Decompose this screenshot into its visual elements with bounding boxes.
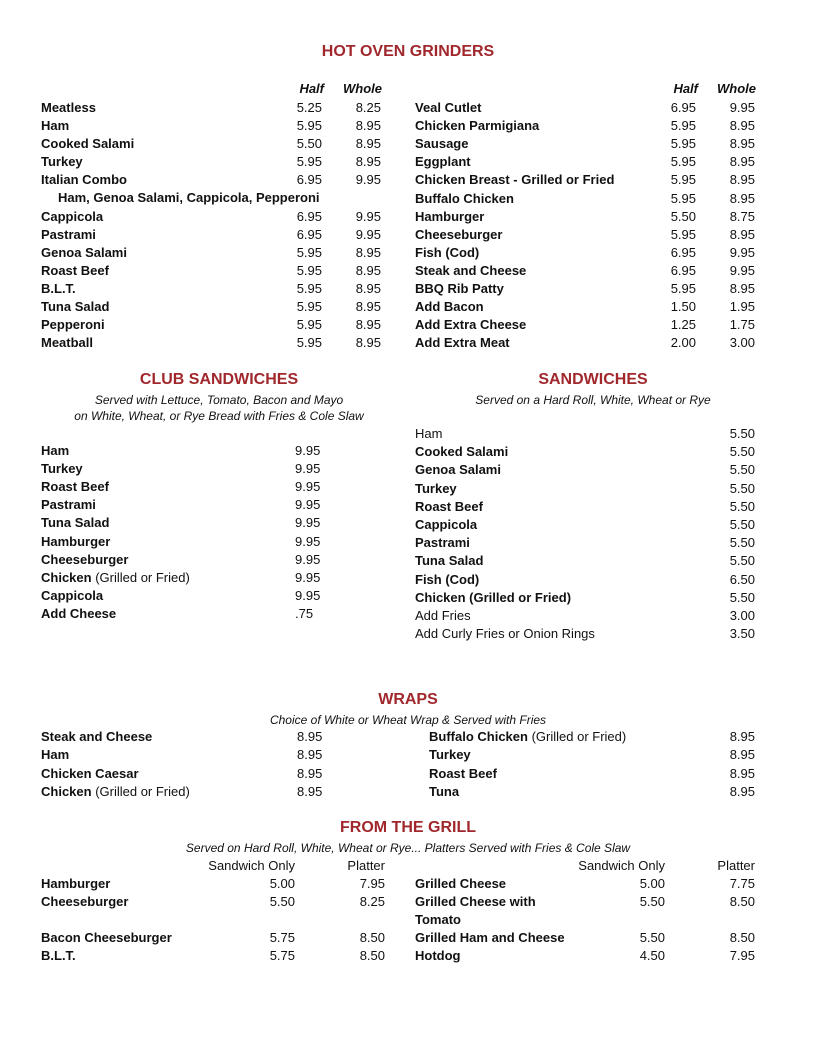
club-item-name-text: Cheeseburger <box>41 551 129 567</box>
grinder-right-whole: 8.95 <box>729 136 755 152</box>
sandwich-item-price: 5.50 <box>729 517 755 532</box>
grinder-left-name <box>41 117 69 135</box>
grinder-right-name-text: Chicken Breast - Grilled or Fried <box>415 172 615 188</box>
club-subtitle-2: on White, Wheat, or Rye Bread with Fries & Cole Slaw <box>74 409 364 423</box>
grill-right-sandwich: 5.00 <box>639 876 665 891</box>
sandwich-item-name-text: Pastrami <box>415 535 470 551</box>
grill-right-sandwich: 5.50 <box>639 894 665 909</box>
club-item-price: 9.95 <box>295 479 321 495</box>
grill-left-name-text: Cheeseburger <box>41 894 129 909</box>
wrap-left-name <box>41 728 152 746</box>
sandwich-item-price: 5.50 <box>729 589 755 605</box>
grinder-left-whole: 8.95 <box>355 136 381 151</box>
grill-left-name <box>41 893 128 911</box>
sandwich-item-name <box>415 443 508 461</box>
grinder-right-name <box>415 280 504 298</box>
grill-left-name <box>41 875 110 893</box>
grinder-right-name <box>415 316 526 334</box>
grill-right-platter: 8.50 <box>729 894 755 909</box>
grinder-right-name <box>415 226 502 244</box>
grill-header-sandwich-right: Sandwich Only <box>578 858 665 873</box>
grill-left-name-text: Bacon Cheeseburger <box>41 930 172 945</box>
club-item-name <box>41 460 83 478</box>
wrap-right-name-text: Roast Beef <box>429 765 497 781</box>
wrap-right-name <box>429 765 497 783</box>
wrap-left-price: 8.95 <box>297 729 323 744</box>
wrap-right-price: 8.95 <box>729 747 755 763</box>
grinder-right-half: 1.25 <box>670 317 696 333</box>
club-subtitle-1: Served with Lettuce, Tomato, Bacon and Mayo <box>94 393 344 407</box>
col-header-whole-right: Whole <box>717 81 756 96</box>
grill-left-sandwich: 5.75 <box>269 948 295 963</box>
sandwich-item-name <box>415 625 595 643</box>
grill-right-name-text: Grilled Cheese <box>415 876 507 891</box>
grill-left-sandwich: 5.50 <box>269 894 295 909</box>
section-title-grinders: HOT OVEN GRINDERS <box>321 43 495 60</box>
sandwich-item-name <box>415 516 477 534</box>
grinder-right-name <box>415 117 539 135</box>
sandwich-item-price: 5.50 <box>729 462 755 478</box>
grinder-left-whole: 9.95 <box>355 227 381 242</box>
grinder-right-name-text: Add Extra Cheese <box>415 317 527 333</box>
grinder-left-half: 6.95 <box>296 172 322 187</box>
sandwich-item-price: 5.50 <box>729 426 755 441</box>
sandwich-item-name-text: Chicken (Grilled or Fried) <box>415 589 572 605</box>
grinder-right-whole: 9.95 <box>729 100 755 115</box>
sandwich-item-name <box>415 589 571 607</box>
grill-left-name <box>41 929 172 947</box>
grill-right-name <box>415 947 460 965</box>
grinder-right-half: 5.50 <box>670 208 696 224</box>
grinder-left-half: 6.95 <box>296 209 322 224</box>
italian-combo-note: Ham, Genoa Salami, Cappicola, Pepperoni <box>58 190 320 205</box>
sandwich-item-name-text: Add Fries <box>415 608 471 623</box>
grinder-left-whole: 8.95 <box>355 154 381 169</box>
club-item-name-text: Add Cheese <box>41 605 117 621</box>
sandwich-item-name <box>415 607 471 625</box>
col-header-whole: Whole <box>343 81 382 96</box>
grinder-left-whole: 8.95 <box>355 263 381 278</box>
grill-left-name <box>41 947 76 965</box>
wrap-left-name-text: Chicken Caesar <box>41 765 139 781</box>
section-title-wraps: WRAPS <box>378 691 438 708</box>
club-item-name-text: Cappicola <box>41 587 104 603</box>
sandwich-item-name <box>415 425 442 443</box>
club-item-name-text: Pastrami <box>41 497 96 513</box>
grinder-left-name-text: Ham <box>41 118 70 133</box>
grill-header-platter-right: Platter <box>717 858 755 873</box>
grill-left-name-text: Hamburger <box>41 876 111 891</box>
club-item-price: 9.95 <box>295 587 321 603</box>
grill-left-platter: 8.25 <box>359 894 385 909</box>
sandwich-item-name <box>415 552 483 570</box>
grill-right-sandwich: 4.50 <box>639 948 665 963</box>
grinder-right-name <box>415 298 484 316</box>
grinder-left-half: 6.95 <box>296 227 322 242</box>
grinder-right-whole: 1.75 <box>729 317 755 333</box>
club-item-price: 9.95 <box>295 551 321 567</box>
club-item-name-text: Tuna Salad <box>41 515 110 531</box>
grinder-left-name-text: Pepperoni <box>41 317 105 332</box>
club-item-name-text: Ham <box>41 443 70 458</box>
grill-left-sandwich: 5.00 <box>269 876 295 891</box>
wrap-left-name-note: (Grilled or Fried) <box>91 783 190 799</box>
club-item-name-note: (Grilled or Fried) <box>91 569 190 585</box>
grinder-left-half: 5.95 <box>296 281 322 296</box>
wrap-left-name-text: Steak and Cheese <box>41 729 153 744</box>
club-item-name <box>41 569 190 587</box>
grill-right-platter: 7.95 <box>729 948 755 963</box>
wrap-right-price: 8.95 <box>729 729 755 744</box>
grinder-left-whole: 8.25 <box>355 100 381 115</box>
grinder-right-name-text: Add Extra Meat <box>415 335 510 351</box>
sandwich-item-name-text: Genoa Salami <box>415 462 501 478</box>
wrap-left-name <box>41 746 69 764</box>
grinder-left-name <box>41 226 96 244</box>
club-item-name <box>41 533 110 551</box>
grill-header-platter-left: Platter <box>347 858 385 873</box>
grinder-left-whole: 8.95 <box>355 118 381 133</box>
club-item-name-text: Chicken <box>41 569 92 585</box>
grinder-left-half: 5.95 <box>296 245 322 260</box>
club-item-price: 9.95 <box>295 533 321 549</box>
grill-right-name-text: Grilled Cheese with <box>415 894 536 909</box>
grill-left-platter: 8.50 <box>359 930 385 945</box>
section-title-sandwiches: SANDWICHES <box>538 371 648 388</box>
grill-right-platter: 8.50 <box>729 930 755 945</box>
sandwich-item-name-text: Ham <box>415 426 443 441</box>
club-item-name <box>41 514 109 532</box>
grinder-right-whole: 9.95 <box>729 262 755 278</box>
col-header-half: Half <box>299 81 324 96</box>
grinder-left-half: 5.95 <box>296 118 322 133</box>
grill-right-name <box>415 893 536 911</box>
grinder-left-name-text: Turkey <box>41 154 83 169</box>
wrap-left-price: 8.95 <box>297 765 323 781</box>
grinder-right-whole: 1.95 <box>729 299 755 315</box>
grinder-left-name <box>41 208 103 226</box>
sandwich-item-name <box>415 461 501 479</box>
grinder-right-whole: 8.95 <box>729 281 755 296</box>
wrap-right-name-text: Turkey <box>429 747 471 763</box>
grinder-left-half: 5.95 <box>296 335 322 350</box>
grinder-left-whole: 9.95 <box>355 172 381 187</box>
grinder-left-half: 5.25 <box>296 100 322 115</box>
grinder-right-name <box>415 190 514 208</box>
grinder-left-name-text: Pastrami <box>41 227 96 242</box>
grinder-right-name-text: Cheeseburger <box>415 226 503 242</box>
sandwich-item-price: 5.50 <box>729 498 755 514</box>
sandwich-item-name-text: Turkey <box>415 480 457 496</box>
grinder-right-whole: 8.95 <box>729 118 755 134</box>
grinder-left-half: 5.95 <box>296 317 322 332</box>
grinder-left-whole: 8.95 <box>355 245 381 260</box>
grinder-left-name <box>41 334 93 352</box>
sandwich-item-name <box>415 571 479 589</box>
grinder-left-name-text: Cooked Salami <box>41 136 135 151</box>
grinder-right-whole: 8.95 <box>729 154 755 170</box>
club-item-price: 9.95 <box>295 497 321 513</box>
grinder-right-whole: 8.95 <box>729 190 755 206</box>
grinder-left-name <box>41 280 76 298</box>
club-item-price: 9.95 <box>295 569 321 585</box>
grinder-right-name-text: Sausage <box>415 136 469 152</box>
grill-left-platter: 7.95 <box>359 876 385 891</box>
club-item-name <box>41 496 96 514</box>
grinder-right-whole: 8.95 <box>729 226 755 242</box>
grinder-left-whole: 9.95 <box>355 209 381 224</box>
sandwich-item-name <box>415 498 483 516</box>
grill-right-name-text: Grilled Ham and Cheese <box>415 930 565 945</box>
section-title-grill: FROM THE GRILL <box>340 819 476 836</box>
club-item-name <box>41 551 128 569</box>
wrap-right-name-text: Buffalo Chicken <box>429 729 528 744</box>
grinder-right-name-text: Hamburger <box>415 208 485 224</box>
grinder-left-whole: 8.95 <box>355 281 381 296</box>
grill-left-platter: 8.50 <box>359 948 385 963</box>
sandwich-item-name <box>415 534 470 552</box>
grinder-left-half: 5.95 <box>296 299 322 314</box>
sandwich-item-price: 5.50 <box>729 535 755 551</box>
grinder-left-name-text: Meatless <box>41 100 96 115</box>
grinder-left-name <box>41 298 109 316</box>
sandwich-item-price: 6.50 <box>729 571 755 587</box>
grinder-left-name-text: Genoa Salami <box>41 245 127 260</box>
grill-right-sandwich: 5.50 <box>639 930 665 945</box>
grinder-right-half: 6.95 <box>670 262 696 278</box>
grinder-right-name <box>415 262 526 280</box>
club-item-name <box>41 478 109 496</box>
grinder-right-half: 6.95 <box>670 100 696 115</box>
wrap-right-name-text: Tuna <box>429 783 460 799</box>
grinder-right-half: 5.95 <box>670 226 696 242</box>
sandwich-item-name <box>415 480 457 498</box>
grinder-left-name-text: Tuna Salad <box>41 299 110 314</box>
grinder-right-name-text: Eggplant <box>415 154 471 170</box>
grinder-left-name-text: Cappicola <box>41 209 104 224</box>
grinder-left-name-text: B.L.T. <box>41 281 76 296</box>
sandwich-item-name-text: Fish (Cod) <box>415 571 480 587</box>
grinder-right-half: 5.95 <box>670 172 696 188</box>
club-item-price: .75 <box>295 605 314 621</box>
grill-header-sandwich-left: Sandwich Only <box>208 858 295 873</box>
grinder-left-half: 5.95 <box>296 154 322 169</box>
wrap-right-price: 8.95 <box>729 765 755 781</box>
grinder-left-name <box>41 153 83 171</box>
grinder-right-half: 1.50 <box>670 299 696 315</box>
grinder-left-name-text: Italian Combo <box>41 172 127 187</box>
grinder-right-name <box>415 334 510 352</box>
sandwich-item-name-text: Cappicola <box>415 517 478 532</box>
sandwich-item-name-text: Add Curly Fries or Onion Rings <box>415 626 595 642</box>
grill-left-name-text: B.L.T. <box>41 948 76 963</box>
sandwich-item-name-text: Roast Beef <box>415 498 483 514</box>
club-item-price: 9.95 <box>295 461 321 477</box>
wrap-left-name-text: Chicken <box>41 783 92 799</box>
grill-left-sandwich: 5.75 <box>269 930 295 945</box>
club-item-price: 9.95 <box>295 443 321 458</box>
wrap-left-name-text: Ham <box>41 747 70 763</box>
grinder-right-name-text: Chicken Parmigiana <box>415 118 540 134</box>
grill-right-name <box>415 929 565 947</box>
sandwich-item-price: 3.50 <box>729 626 755 642</box>
grinder-right-name-text: Steak and Cheese <box>415 262 527 278</box>
grinder-right-whole: 3.00 <box>729 335 755 351</box>
grill-right-name-text: Hotdog <box>415 948 461 963</box>
club-item-name-text: Roast Beef <box>41 479 109 495</box>
sandwiches-subtitle: Served on a Hard Roll, White, Wheat or Rye <box>475 393 711 407</box>
grinder-right-half: 5.95 <box>670 136 696 152</box>
grinder-left-whole: 8.95 <box>355 317 381 332</box>
grill-right-name <box>415 875 506 893</box>
grinder-left-name <box>41 244 127 262</box>
grinder-right-name <box>415 171 614 189</box>
grinder-left-name <box>41 171 127 189</box>
wrap-left-price: 8.95 <box>297 783 323 799</box>
club-item-name-text: Hamburger <box>41 533 111 549</box>
club-item-name <box>41 605 116 623</box>
grinder-left-name-text: Roast Beef <box>41 263 109 278</box>
grinder-left-name <box>41 316 105 334</box>
grinder-right-whole: 8.75 <box>729 208 755 224</box>
sandwich-item-price: 5.50 <box>729 480 755 496</box>
grinder-left-half: 5.50 <box>296 136 322 151</box>
grinder-left-name <box>41 99 96 117</box>
grinder-right-half: 2.00 <box>670 335 696 351</box>
club-item-name-text: Turkey <box>41 461 83 477</box>
wrap-right-name <box>429 783 459 801</box>
grill-subtitle: Served on Hard Roll, White, Wheat or Rye... Platters Served with Fries & Cole Slaw <box>185 841 631 855</box>
sandwich-item-name-text: Cooked Salami <box>415 444 509 460</box>
grinder-right-name-text: BBQ Rib Patty <box>415 281 504 296</box>
grinder-right-name-text: Fish (Cod) <box>415 244 480 260</box>
grinder-right-half: 5.95 <box>670 154 696 170</box>
grinder-right-half: 5.95 <box>670 190 696 206</box>
grinder-right-name <box>415 153 471 171</box>
sandwich-item-price: 3.00 <box>729 608 755 623</box>
wrap-right-name <box>429 746 471 764</box>
grinder-right-half: 5.95 <box>670 281 696 296</box>
section-title-club: CLUB SANDWICHES <box>139 371 299 388</box>
club-item-price: 9.95 <box>295 515 321 531</box>
grinder-right-whole: 9.95 <box>729 244 755 260</box>
sandwich-item-name-text: Tuna Salad <box>415 553 484 569</box>
grinder-right-name-text: Add Bacon <box>415 299 484 315</box>
wraps-subtitle: Choice of White or Wheat Wrap & Served with Fries <box>269 713 547 727</box>
wrap-left-name <box>41 783 190 801</box>
grinder-right-name <box>415 99 481 117</box>
wrap-right-price: 8.95 <box>729 783 755 799</box>
wrap-left-name <box>41 765 139 783</box>
grinder-left-half: 5.95 <box>296 263 322 278</box>
grinder-left-whole: 8.95 <box>355 335 381 350</box>
sandwich-item-price: 5.50 <box>729 553 755 569</box>
grinder-right-name-text: Buffalo Chicken <box>415 190 514 206</box>
grinder-right-half: 6.95 <box>670 244 696 260</box>
wrap-left-price: 8.95 <box>297 747 323 763</box>
grinder-right-name-text: Veal Cutlet <box>415 100 482 115</box>
club-item-name <box>41 587 103 605</box>
wrap-right-name <box>429 728 626 746</box>
grinder-right-whole: 8.95 <box>729 172 755 188</box>
grinder-left-whole: 8.95 <box>355 299 381 314</box>
grill-right-name-line2-text: Tomato <box>415 912 461 927</box>
grinder-left-name <box>41 262 109 280</box>
club-item-name <box>41 442 69 460</box>
sandwich-item-price: 5.50 <box>729 444 755 460</box>
grinder-right-name <box>415 135 468 153</box>
grill-right-platter: 7.75 <box>729 876 755 891</box>
grinder-left-name <box>41 135 134 153</box>
wrap-right-name-note: (Grilled or Fried) <box>527 729 627 744</box>
grinder-right-name <box>415 244 479 262</box>
grinder-right-name <box>415 208 484 226</box>
col-header-half-right: Half <box>673 81 698 96</box>
grinder-left-name-text: Meatball <box>41 335 94 350</box>
grinder-right-half: 5.95 <box>670 118 696 134</box>
grill-right-name-line2 <box>415 911 461 929</box>
